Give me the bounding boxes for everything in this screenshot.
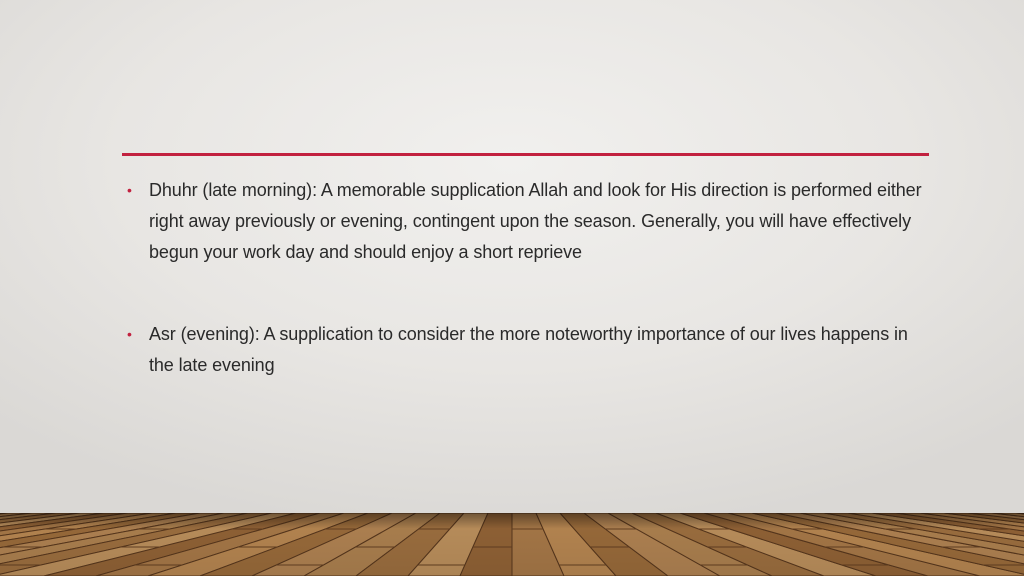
wood-floor-decoration (0, 513, 1024, 576)
bullet-dot-icon: • (127, 326, 132, 342)
bullet-item-asr (127, 319, 927, 381)
bullet-text: Dhuhr (late morning): A memorable supplication Allah and look for His direction is performed either right away previously or evening, contingent upon the season. Generally, you will have effectively begun your work day and should enjoy a short reprieve (149, 180, 922, 262)
bullet-list (127, 175, 927, 381)
bullet-dot-icon: • (127, 182, 132, 198)
bullet-item-dhuhr (127, 175, 927, 268)
bullet-text: Asr (evening): A supplication to consider the more noteworthy importance of our lives happens in the late evening (149, 324, 908, 375)
accent-divider (122, 153, 929, 156)
